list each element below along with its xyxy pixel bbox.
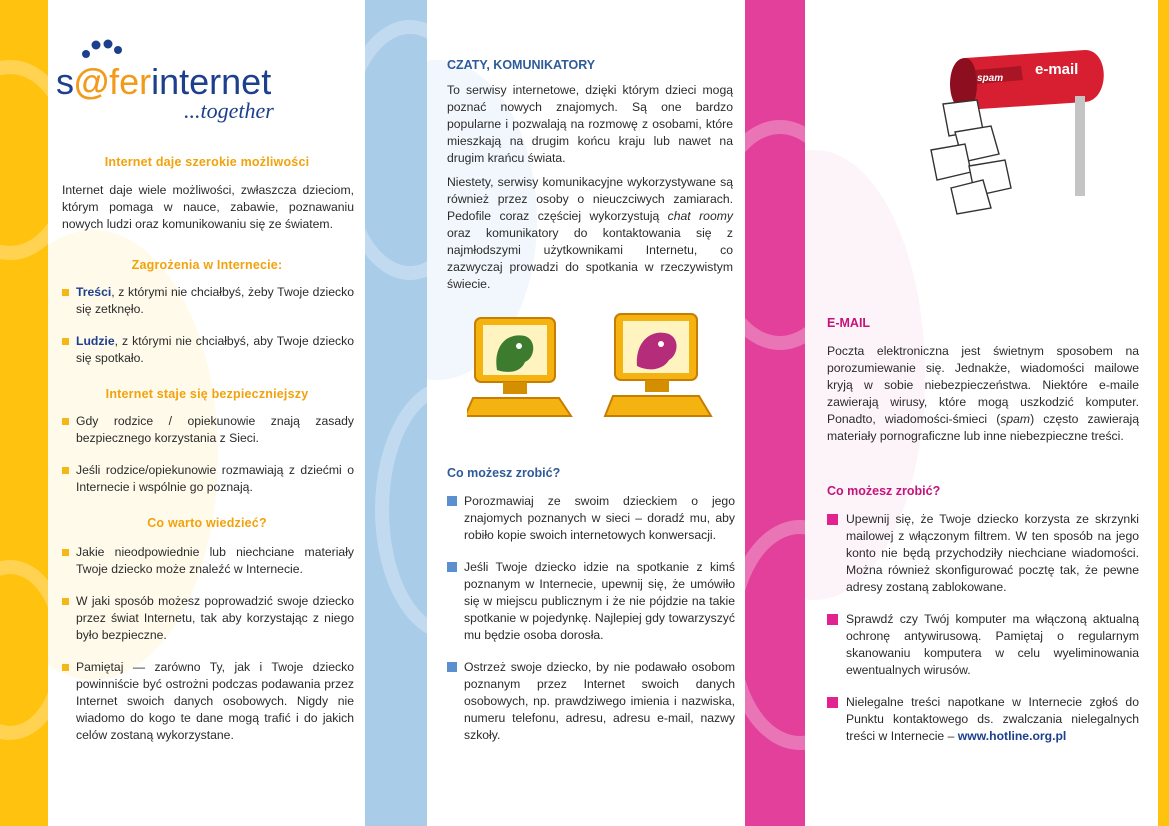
list-item: Ostrzeż swoje dziecko, by nie podawało osobom poznanym przez Internet swoich danych osobowych, np. prawdziwego imienia i nazwiska, numeru telefonu, adresu, adresu e-mail, nazwy szkoły. xyxy=(447,659,735,744)
bullet-square-icon xyxy=(447,496,457,506)
bullet-square-icon xyxy=(447,662,457,672)
pink-strip xyxy=(745,0,805,826)
decorative-ring xyxy=(375,380,427,640)
blue-strip xyxy=(365,0,427,826)
list-item: Porozmawiaj ze swoim dzieckiem o jego znajomych poznanych w sieci – doradź mu, aby robiło kopie swoich internetowych konwersacji. xyxy=(447,493,735,544)
decorative-ring xyxy=(365,20,427,280)
chats-paragraph-1: To serwisy internetowe, dzięki którym dzieci mogą poznać nowych znajomych. Są one bardzo popularne i pozwalają na rozmowę z osobami, które mieszkają na drugim końcu kraju lub nawet na drugim krańcu świata. xyxy=(447,83,733,165)
computer-icon xyxy=(467,318,571,416)
opportunities-text: Internet daje wiele możliwości, zwłaszcza dzieciom, którym pomaga w nauce, zabawie, poznawaniu nowych ludzi oraz komunikowaniu się ze światem. xyxy=(62,183,354,231)
chats-paragraph-2: Niestety, serwisy komunikacyjne wykorzystywane są również przez osoby o nieuczciwych zamiarach. Pedofile coraz częściej wykorzystują chat roomy oraz komunikatory do kontaktowania się z najmłodszymi użytkownikami Internetu, co zazwyczaj prowadzi do spotkania w rzeczywistym świecie. xyxy=(447,175,733,291)
email-paragraph: Poczta elektroniczna jest świetnym sposobem na porozumiewanie się. Jednakże, wiadomości mailowe kryją w sobie niebezpieczeństwa. Niektóre e-maile zawierają wirusy, które mogą uszkodzić komputer. Ponadto, wiadomości-śmieci (spam) często zawierają materiały pornograficzne lub inne niebezpieczne treści. xyxy=(827,344,1139,443)
list-item: Upewnij się, że Twoje dziecko korzysta ze skrzynki mailowej z włączonym filtrem. W ten sposób na jego konto nie będą przychodziły niechciane wiadomości. Można również skonfigurować pocztę tak, że pewne adresy zostaną zablokowane. xyxy=(827,511,1139,596)
svg-text:...together: ...together xyxy=(184,98,274,123)
bullet-square-icon xyxy=(447,562,457,572)
section-title-opportunities: Internet daje szerokie możliwości xyxy=(104,155,310,169)
list-item: Sprawdź czy Twój komputer ma włączoną aktualną ochronę antywirusową. Pamiętaj o regularnym skanowaniu komputera w celu wyeliminowania ewentualnych wirusów. xyxy=(827,611,1139,679)
chats-heading-what-can-you-do: Co możesz zrobić? xyxy=(447,466,561,480)
decorative-ring xyxy=(745,120,805,350)
list-item: Ludzie, z którymi nie chciałbyś, aby Twoje dziecko się spotkało. xyxy=(62,333,354,367)
bullet-square-icon xyxy=(827,697,838,708)
chats-title: CZATY, KOMUNIKATORY xyxy=(447,58,596,72)
chats-actions-list xyxy=(447,493,735,759)
section-title-threats: Zagrożenia w Internecie: xyxy=(131,258,283,272)
paw-icon xyxy=(82,40,122,59)
decorative-ring xyxy=(0,60,48,260)
computers-illustration xyxy=(467,306,717,424)
svg-text:spam: spam xyxy=(977,73,1004,84)
bullet-square-icon xyxy=(62,289,69,296)
list-item: Pamiętaj — zarówno Ty, jak i Twoje dziecko powinniście być ostrożni podczas podawania przez Internet swoich danych osobowych. Nigdy nie wiadomo do kogo te dane mogą trafić i do jakich celów zostaną wykorzystane. xyxy=(62,659,354,744)
threats-list xyxy=(62,284,354,382)
worth-knowing-list xyxy=(62,544,354,759)
bullet-square-icon xyxy=(62,338,69,345)
bullet-square-icon xyxy=(62,664,69,671)
bullet-square-icon xyxy=(62,418,69,425)
bullet-square-icon xyxy=(62,598,69,605)
section-title-worth-knowing: Co warto wiedzieć? xyxy=(147,516,267,530)
safer-list xyxy=(62,413,354,511)
svg-text:s@ferinternet: s@ferinternet xyxy=(56,61,272,102)
decorative-ring xyxy=(0,560,48,740)
list-item: W jaki sposób możesz poprowadzić swoje dziecko przez świat Internetu, tak aby korzystając z niego było bezpieczne. xyxy=(62,593,354,644)
panel-left xyxy=(48,0,365,826)
list-item: Treści, z którymi nie chciałbyś, żeby Twoje dziecko się zetknęło. xyxy=(62,284,354,318)
list-item: Nielegalne treści napotkane w Internecie zgłoś do Punktu kontaktowego ds. zwalczania nielegalnych treści w Internecie – www.hotline.org.pl xyxy=(827,694,1139,745)
hotline-link[interactable]: www.hotline.org.pl xyxy=(957,729,1067,743)
email-heading-what-can-you-do: Co możesz zrobić? xyxy=(827,484,941,498)
list-item: Jeśli rodzice/opiekunowie rozmawiają z dziećmi o Internecie i wspólnie go poznają. xyxy=(62,462,354,496)
panel-right xyxy=(805,0,1158,826)
svg-text:e-mail: e-mail xyxy=(1035,61,1079,78)
list-item: Jakie nieodpowiednie lub niechciane materiały Twoje dziecko może znaleźć w Internecie. xyxy=(62,544,354,578)
email-actions-list xyxy=(827,511,1139,760)
panel-middle xyxy=(427,0,745,826)
saferinternet-logo xyxy=(56,36,356,126)
bullet-square-icon xyxy=(62,549,69,556)
list-item: Gdy rodzice / opiekunowie znają zasady bezpiecznego korzystania z Sieci. xyxy=(62,413,354,447)
computer-icon xyxy=(605,314,711,416)
bullet-square-icon xyxy=(827,514,838,525)
flying-letters xyxy=(931,100,1011,214)
left-yellow-strip xyxy=(0,0,48,826)
mailbox-illustration xyxy=(925,40,1125,215)
right-yellow-strip xyxy=(1158,0,1169,826)
bullet-square-icon xyxy=(62,467,69,474)
bullet-square-icon xyxy=(827,614,838,625)
decorative-ring xyxy=(745,520,805,750)
list-item: Jeśli Twoje dziecko idzie na spotkanie z kimś poznanym w Internecie, upewnij się, że umówiło się w miejscu publicznym i że nie pójdzie na takie spotkanie w pojedynkę. Najlepiej gdy towarzyszyć mu będzie osoba dorosła. xyxy=(447,559,735,644)
section-title-safer: Internet staje się bezpieczniejszy xyxy=(105,387,309,401)
email-title: E-MAIL xyxy=(827,316,871,330)
